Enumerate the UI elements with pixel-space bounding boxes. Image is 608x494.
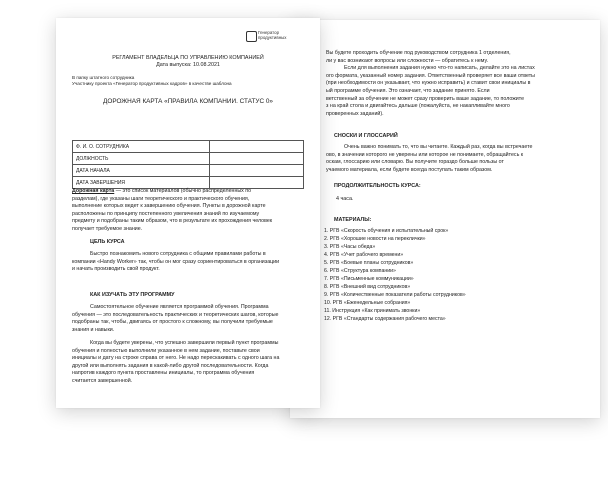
goal-paragraph — [72, 251, 304, 274]
table-cell-label: Ф. И. О. СОТРУДНИКА — [73, 141, 210, 153]
text-line: оскам, глоссарию или словарю. Вы получите гораздо больше пользы от — [326, 159, 504, 166]
table-row — [73, 141, 304, 153]
project-note: Участнику проекта «Генератор продуктивных кадров» в качестве шаблона — [72, 81, 232, 86]
roadmap-def-first: — это список материалов (обычно распределенных по — [114, 188, 252, 194]
text-line: Самостоятельное обучение является программой обучения. Программа — [90, 304, 269, 310]
study-heading: КАК ИЗУЧАТЬ ЭТУ ПРОГРАММУ — [90, 292, 175, 298]
text-line: ого формата, указанный номер задания. Ответственный проверяет все ваши ответы — [326, 72, 535, 79]
roadmap-title: ДОРОЖНАЯ КАРТА «ПРАВИЛА КОМПАНИИ. СТАТУС 0» — [103, 98, 273, 105]
list-item: 4. РГВ «Учет рабочего времени» — [324, 252, 404, 258]
text-line: Быстро познакомить нового сотрудника с общими правилами работы в — [90, 251, 266, 257]
table-cell-label: ДАТА ЗАВЕРШЕНИЯ — [73, 177, 210, 189]
text-line: обучения и полностью выполнили указанное в нем задание, поставьте свои — [72, 347, 260, 354]
materials-list — [324, 227, 466, 323]
table-cell-value[interactable] — [210, 141, 304, 153]
company-logo — [246, 30, 306, 42]
text-line: расположены по принципу постепенного увеличения знаний по изучаемому — [72, 210, 260, 217]
study-paragraph-2 — [72, 340, 304, 386]
logo-line-2: продуктивных — [258, 35, 287, 40]
text-line: Если для выполнения задания нужно что-то написать, делайте это на листах — [344, 65, 535, 72]
table-cell-value[interactable] — [210, 165, 304, 177]
text-line: проверенных заданий). — [326, 110, 384, 117]
list-item: 1. РГВ «Скорость обучения и испытательный срок» — [324, 228, 449, 234]
logo-line-1: Генератор — [258, 30, 280, 35]
list-item: 3. РГВ «Часы обеда» — [324, 244, 376, 250]
text-line: разделам), где указаны шаги теоретического и практического обучения, — [72, 195, 250, 202]
goal-heading: ЦЕЛЬ КУРСА — [90, 239, 125, 245]
table-cell-label: ДАТА НАЧАЛА — [73, 165, 210, 177]
table-row — [73, 177, 304, 189]
list-item: 2. РГВ «Хорошие новости на переклички» — [324, 236, 426, 242]
table-row — [73, 165, 304, 177]
intro-paragraph — [326, 50, 588, 118]
glossary-paragraph — [326, 144, 588, 174]
duration-heading: ПРОДОЛЖИТЕЛЬНОСТЬ КУРСА: — [334, 183, 421, 189]
roadmap-definition — [72, 188, 304, 234]
folder-note: В папку штатного сотрудника — [72, 75, 135, 80]
text-line: считается завершенной. — [72, 377, 133, 384]
text-line: обучения — это последовательность практических и теоретических шагов, которые — [72, 311, 279, 318]
text-line: выполнение которых ведет к завершению обучения. Пункты в дорожной карте — [72, 203, 266, 210]
materials-heading: МАТЕРИАЛЫ: — [334, 217, 372, 223]
text-line: ово, в значении которого не уверены или которое не понимаете, обращайтесь к — [326, 151, 524, 158]
list-item: 9. РГВ «Количественные показатели работы сотрудников» — [324, 292, 466, 298]
roadmap-term: Дорожная карта — [72, 188, 115, 194]
text-line: напротив каждого пункта проставлены инициалы, то программа обучения — [72, 370, 255, 377]
list-item: 6. РГВ «Структура компании» — [324, 268, 396, 274]
text-line: ый программе обучения. Это означает, что задание принято. Если — [326, 87, 490, 94]
text-line: инициалы и дату на строке справа от него. Не надо перескакивать с одного шага на — [72, 355, 280, 362]
document-page-front — [56, 18, 320, 408]
list-item: 12. РГВ «Стандарты содержания рабочего места» — [324, 316, 446, 322]
text-line: компании «Handy Worker» так, чтобы он мог сразу сориентироваться в организации — [72, 258, 280, 265]
text-line: учаемого материала, если будете всегда поступать таким образом. — [326, 166, 493, 173]
text-line: ветственный за обучение не может сразу проверить ваше задание, то положите — [326, 95, 525, 102]
text-line: (при необходимости он указывает, что нужно исправить) и ставит свои инициалы в — [326, 80, 531, 87]
text-line: з на край стола и двигайтесь дальше (пожалуйста, не накапливайте много — [326, 103, 510, 110]
regulation-title: РЕГЛАМЕНТ ВЛАДЕЛЬЦА ПО УПРАВЛЕНИЮ КОМПАНИЕЙ — [112, 55, 264, 61]
table-row — [73, 153, 304, 165]
list-item: 11. Инструкция «Как принимать звонки» — [324, 308, 421, 314]
text-line: получает требуемое знание. — [72, 225, 143, 232]
text-line — [72, 188, 304, 196]
release-date: Дата выпуска: 10.08.2021 — [156, 62, 220, 68]
list-item: 5. РГВ «Боевые планы сотрудников» — [324, 260, 414, 266]
table-cell-label: ДОЛЖНОСТЬ — [73, 153, 210, 165]
list-item: 7. РГВ «Письменные коммуникации» — [324, 276, 414, 282]
text-line: другой или выполнять задания в какой-либо другой последовательности. Когда — [72, 362, 269, 369]
list-item: 8. РГВ «Внешний вид сотрудников» — [324, 284, 411, 290]
list-item: 10. РГВ «Еженедельные собрания» — [324, 300, 411, 306]
text-line: и начать производить свой продукт. — [72, 266, 160, 273]
text-line: ли у вас возникают вопросы или сложности — обратитесь к нему. — [326, 57, 489, 64]
text-line: Когда вы будете уверены, что успешно завершили первый пункт программы — [90, 340, 279, 346]
document-page-back — [290, 20, 600, 418]
text-line: подобраны так, чтобы, двигаясь от простого к сложному, вы получили требуемые — [72, 319, 273, 326]
text-line: предмету и подобраны таким образом, что в результате их прохождения человек — [72, 218, 273, 225]
text-line: Вы будете проходить обучение под руководством сотрудника 1 отделения, — [326, 50, 511, 56]
table-cell-value[interactable] — [210, 177, 304, 189]
study-paragraph-1 — [72, 304, 304, 334]
glossary-heading: СНОСКИ И ГЛОССАРИЙ — [334, 133, 398, 139]
table-cell-value[interactable] — [210, 153, 304, 165]
text-line: знания и навыки. — [72, 326, 115, 333]
logo-icon — [246, 31, 257, 42]
duration-value: 4 часа. — [336, 196, 354, 202]
employee-info-table — [72, 140, 304, 189]
text-line: Очень важно понимать то, что вы читаете. Каждый раз, когда вы встречаете — [344, 144, 533, 150]
